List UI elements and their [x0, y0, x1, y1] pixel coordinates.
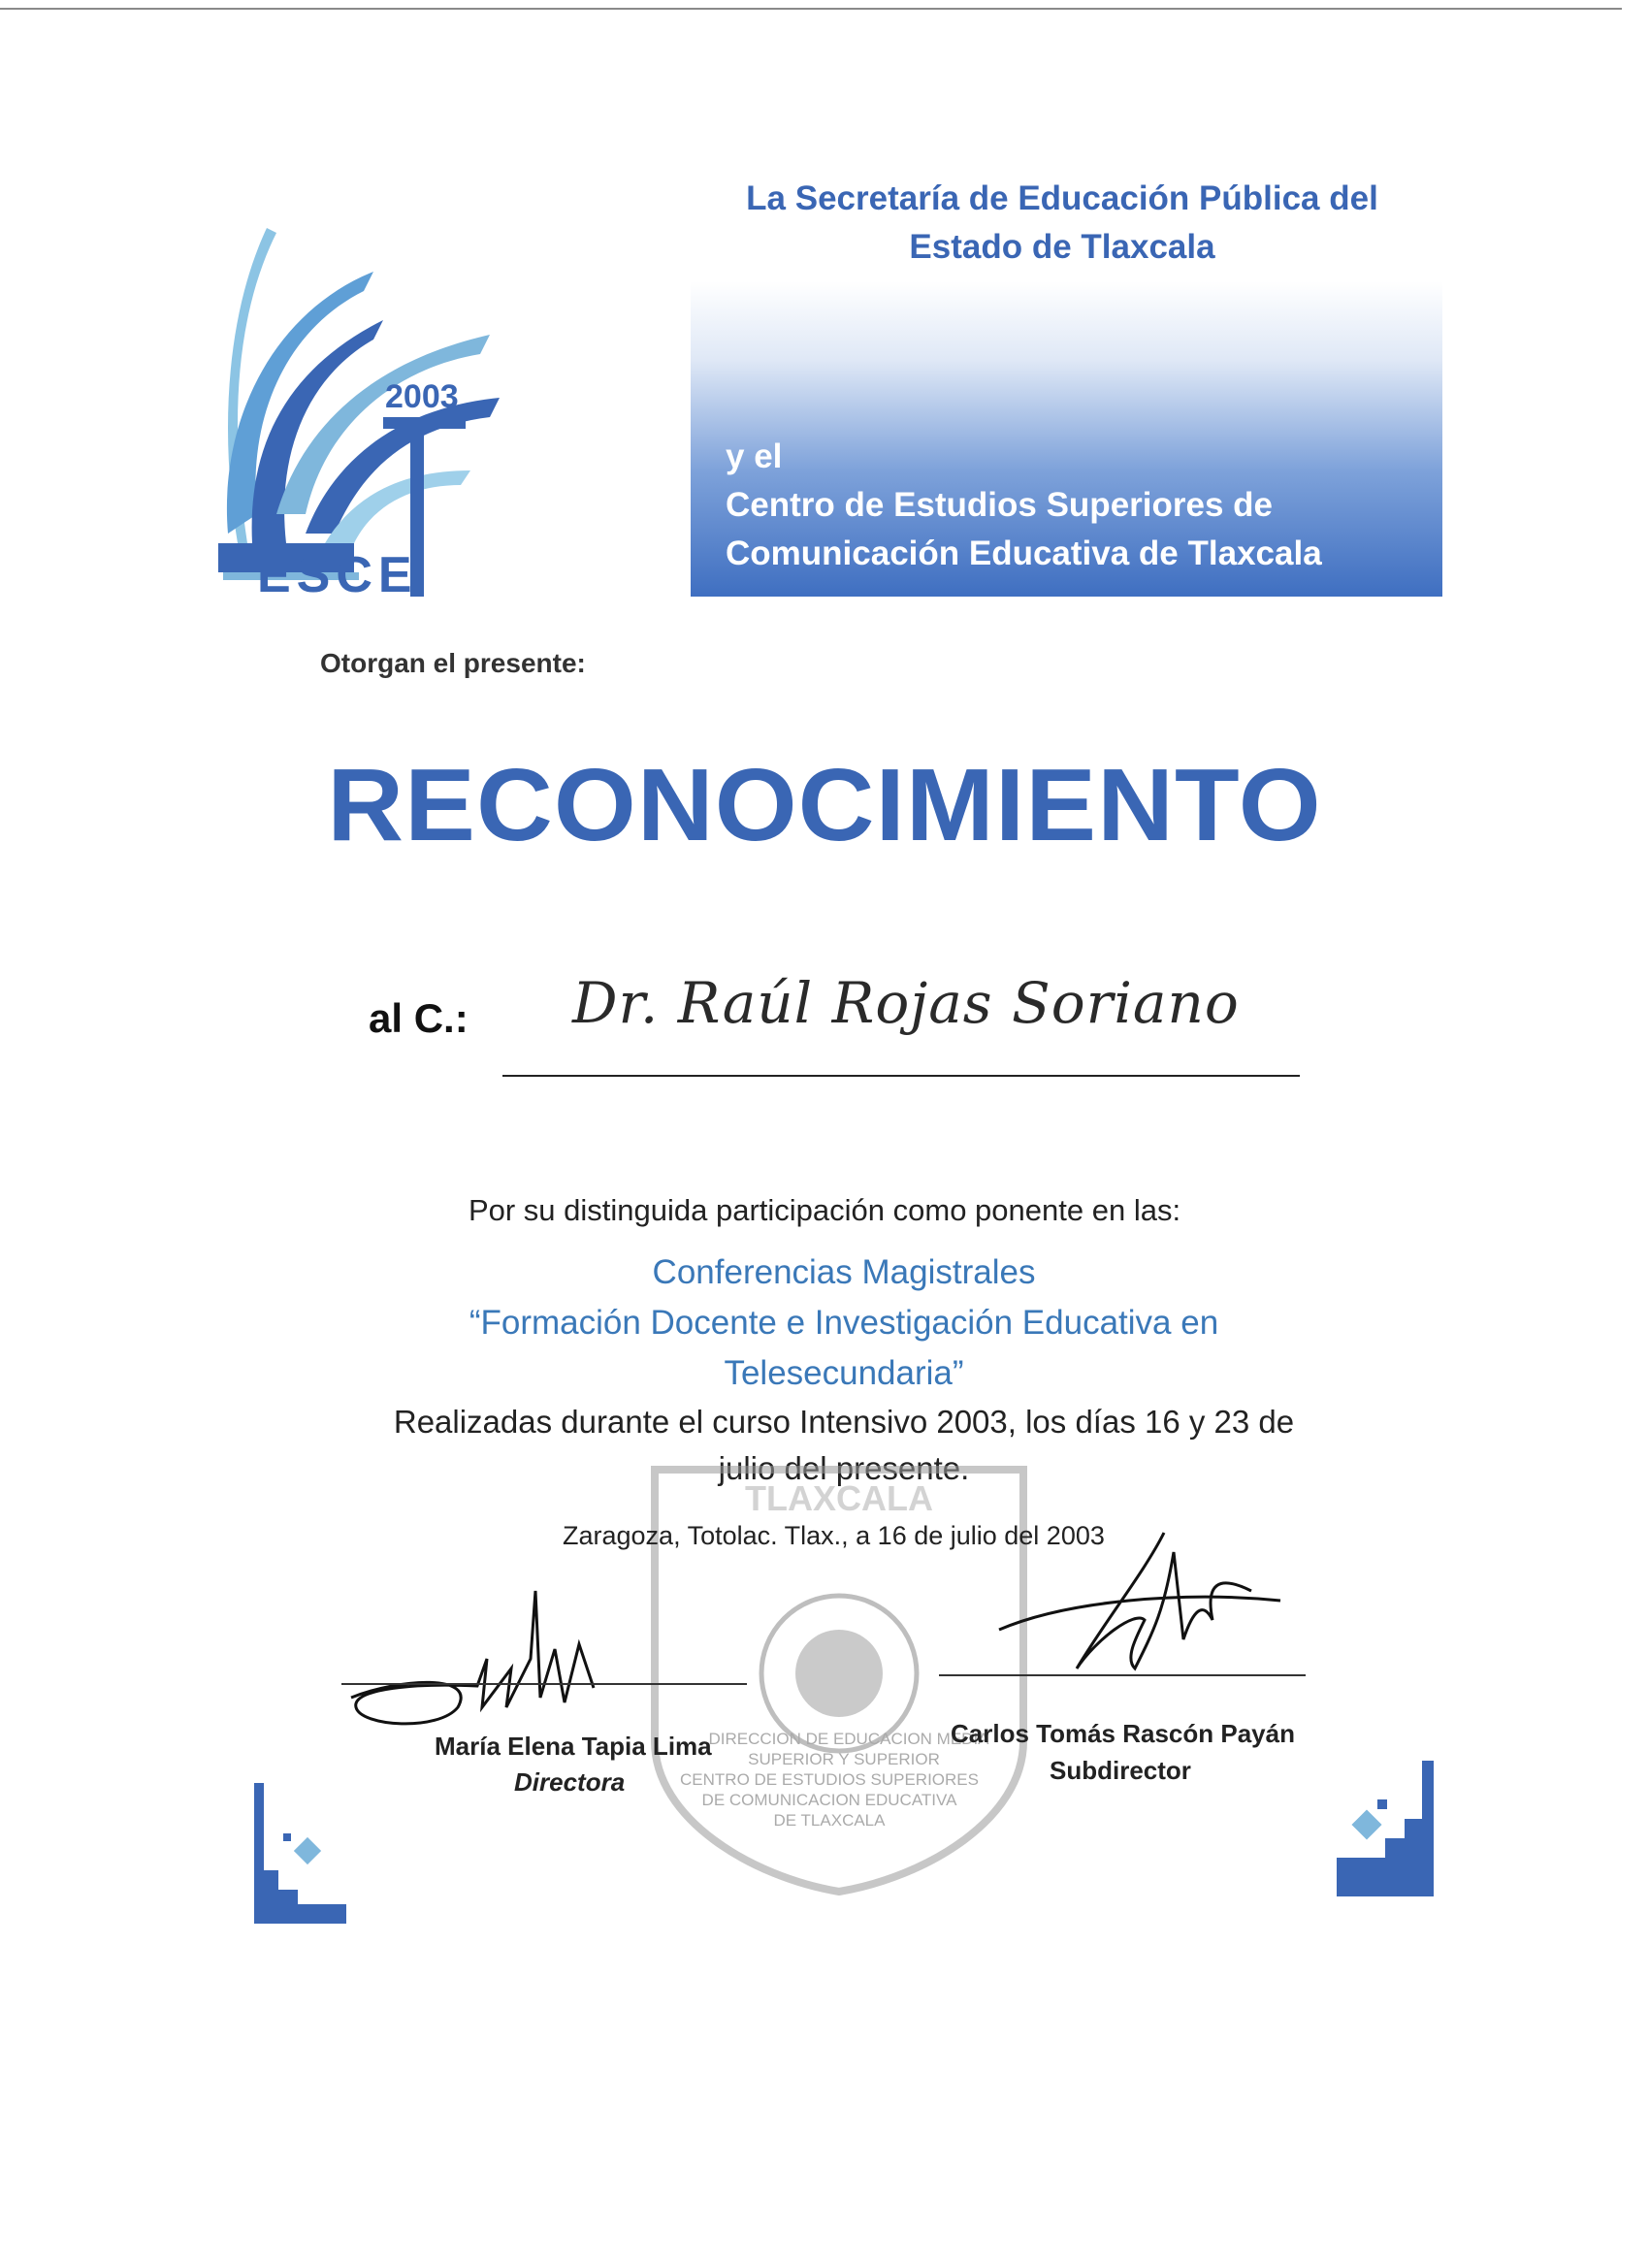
seal-line-4: DE COMUNICACION EDUCATIVA	[701, 1791, 957, 1809]
corner-stair-left	[254, 1783, 351, 1928]
signature-subdirector	[989, 1513, 1300, 1707]
conference-line-1: Conferencias Magistrales	[652, 1253, 1036, 1291]
center-title	[726, 433, 1322, 578]
seal-line-5: DE TLAXCALA	[773, 1811, 886, 1830]
logo-acronym: ESCE	[257, 547, 418, 601]
logo-year: 2003	[385, 378, 459, 415]
seal-line-3: CENTRO DE ESTUDIOS SUPERIORES	[680, 1770, 979, 1789]
institution-line-1: La Secretaría de Educación Pública del	[746, 179, 1378, 217]
signature-line-1	[341, 1683, 747, 1685]
esce-logo	[218, 223, 674, 601]
conference-line-2: “Formación Docente e Investigación Educativa en	[469, 1304, 1219, 1342]
otorgan-text: Otorgan el presente:	[320, 648, 586, 678]
seal-line-2: SUPERIOR Y SUPERIOR	[748, 1750, 940, 1768]
center-line-1: y el	[726, 437, 783, 475]
seal-line-1: DIRECCION DE EDUCACION MEDIA	[708, 1730, 989, 1748]
institution-line-2: Estado de Tlaxcala	[909, 228, 1215, 266]
course-line-2: julio del presente.	[718, 1450, 970, 1486]
conference-line-3: Telesecundaria”	[724, 1354, 964, 1392]
signatory-1-role: Directora	[514, 1767, 626, 1797]
signatory-2-name: Carlos Tomás Rascón Payán	[951, 1719, 1295, 1748]
center-line-2: Centro de Estudios Superiores de	[726, 486, 1273, 524]
signature-line-2	[939, 1674, 1306, 1676]
scan-top-border	[0, 8, 1622, 10]
certificate-title: RECONOCIMIENTO	[327, 748, 1322, 862]
institution-title	[679, 175, 1445, 272]
recipient-name: Dr. Raúl Rojas Soriano	[572, 970, 1240, 1036]
course-line-1: Realizadas durante el curso Intensivo 2003, los días 16 y 23 de	[393, 1404, 1295, 1440]
center-line-3: Comunicación Educativa de Tlaxcala	[726, 535, 1322, 572]
conference-title	[407, 1247, 1280, 1399]
signature-directora	[341, 1562, 662, 1736]
participation-text: Por su distinguida participación como ponente en las:	[468, 1193, 1181, 1227]
place-date: Zaragoza, Totolac. Tlax., a 16 de julio del 2003	[563, 1521, 1105, 1550]
corner-stair-right	[1337, 1761, 1434, 1906]
official-seal	[635, 1450, 1043, 1896]
recipient-label: al C.:	[369, 995, 469, 1041]
signatory-2-role: Subdirector	[1050, 1756, 1191, 1785]
recipient-underline	[502, 1075, 1300, 1077]
signatory-1-name: María Elena Tapia Lima	[435, 1732, 712, 1761]
seal-top-text: TLAXCALA	[745, 1478, 933, 1518]
